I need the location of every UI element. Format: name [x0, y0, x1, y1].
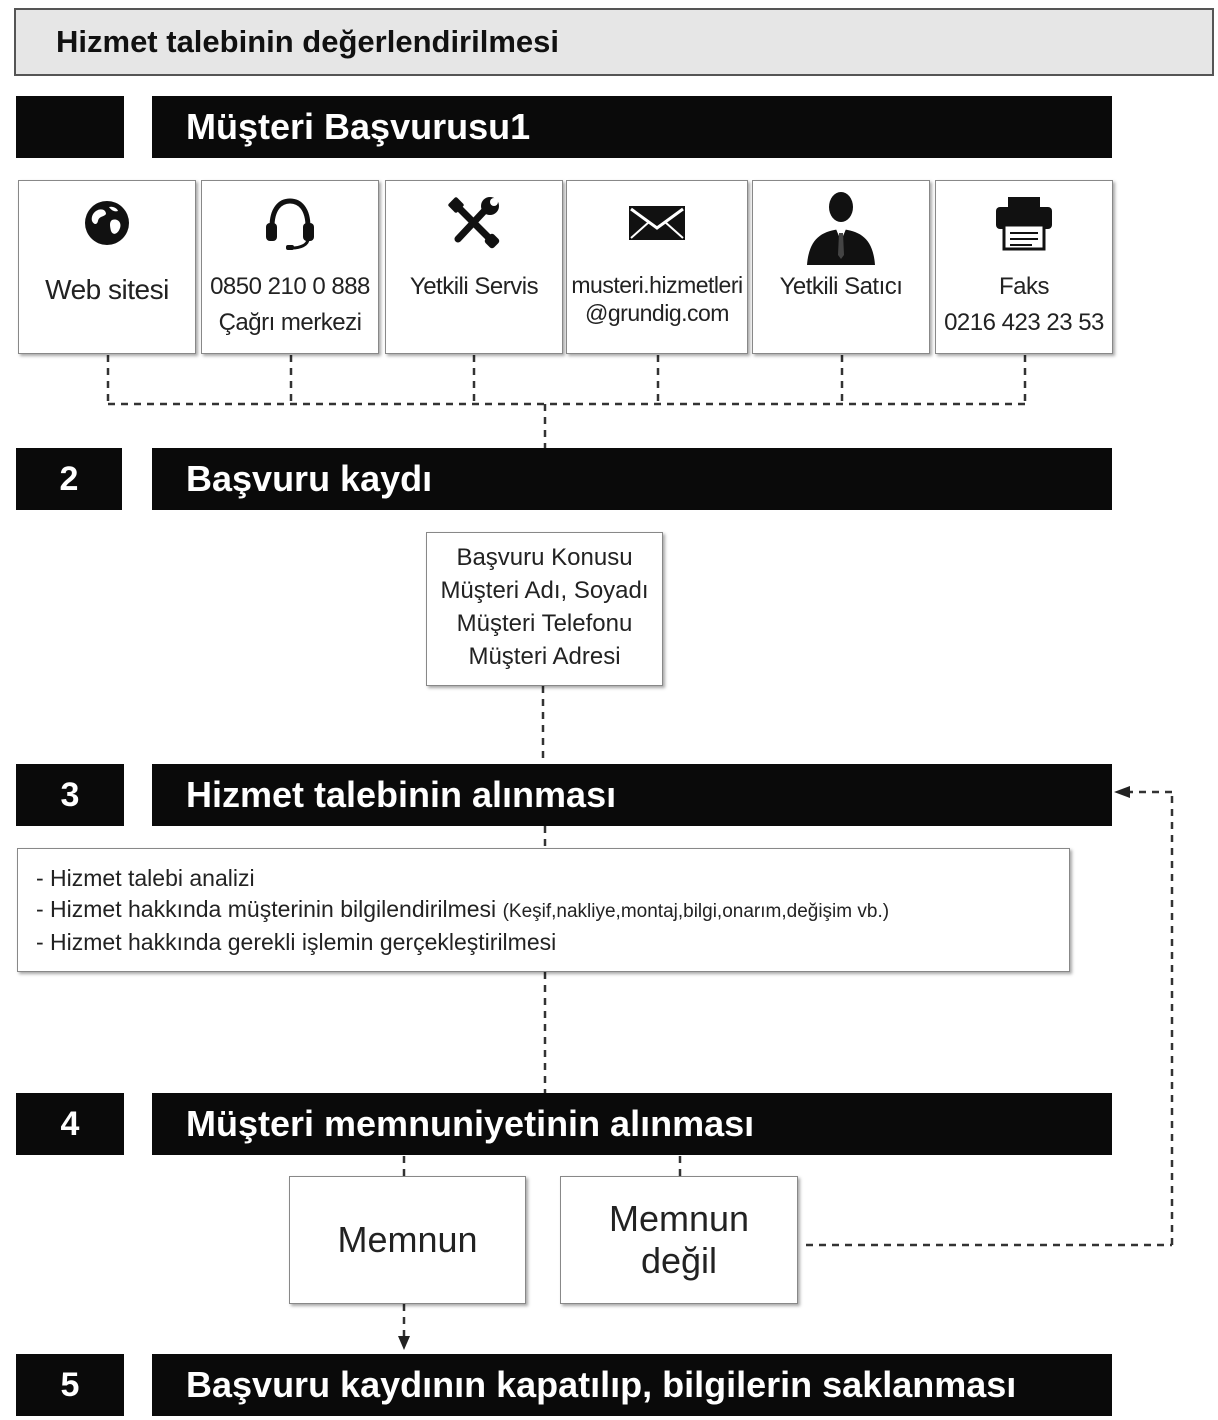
channel-line: 0850 210 0 888: [210, 273, 370, 300]
step-3-number: 3: [16, 764, 124, 826]
channel-call-center: [201, 180, 379, 354]
fax-icon: [936, 191, 1112, 255]
registration-fields-box: [426, 532, 663, 686]
service-task: - Hizmet hakkında müşterinin bilgilendirilmesi (Keşif,nakliye,montaj,bilgi,onarım,değişim vb.): [36, 896, 890, 922]
step-3-title: Hizmet talebinin alınması: [152, 764, 1112, 826]
channel-line: musteri.hizmetleri: [571, 272, 743, 298]
page-title: Hizmet talebinin değerlendirilmesi: [56, 24, 560, 59]
channel-line: Yetkili Satıcı: [779, 273, 903, 300]
outcome-label: Memnun: [608, 1198, 750, 1239]
registration-field: Müşteri Adı, Soyadı: [440, 577, 649, 604]
outcome-label: değil: [640, 1240, 718, 1281]
channel-line: @grundig.com: [585, 300, 729, 326]
channel-email: [566, 180, 748, 354]
channel-authorized-dealer: [752, 180, 930, 354]
arrowhead-down: [398, 1336, 410, 1350]
outcome-not-satisfied: [560, 1176, 798, 1304]
channel-line: Web sitesi: [45, 274, 169, 305]
service-task: - Hizmet hakkında gerekli işlemin gerçekleştirilmesi: [36, 929, 557, 955]
channel-line: Faks: [998, 273, 1049, 300]
arrowhead-left: [1114, 786, 1130, 798]
step-2-title: Başvuru kaydı: [152, 448, 1112, 510]
step-1-title: Müşteri Başvurusu1: [152, 96, 1112, 158]
channel-line: Çağrı merkezi: [218, 309, 362, 336]
step-4-number: 4: [16, 1093, 124, 1155]
channel-line: 0216 423 23 53: [944, 309, 1104, 336]
service-tasks-box: [17, 848, 1070, 972]
channel-fax: [935, 180, 1113, 354]
headset-icon: [202, 191, 378, 255]
step-1-number: [16, 96, 124, 158]
service-task: - Hizmet talebi analizi: [36, 865, 255, 891]
outcome-satisfied: [289, 1176, 526, 1304]
businessman-icon: [753, 189, 929, 265]
step-4-title: Müşteri memnuniyetinin alınması: [152, 1093, 1112, 1155]
service-task-note: (Keşif,nakliye,montaj,bilgi,onarım,değişim vb.): [502, 901, 890, 922]
registration-field: Müşteri Adresi: [468, 643, 621, 670]
step-5-title: Başvuru kaydının kapatılıp, bilgilerin saklanması: [152, 1354, 1112, 1416]
tools-icon: [386, 191, 562, 255]
globe-icon: [19, 191, 195, 255]
registration-field: Müşteri Telefonu: [456, 610, 633, 637]
channel-line: Yetkili Servis: [409, 273, 539, 300]
page-header: [14, 8, 1214, 76]
envelope-icon: [567, 191, 747, 255]
registration-field: Başvuru Konusu: [456, 544, 633, 571]
step-2-number: 2: [16, 448, 122, 510]
channel-authorized-service: [385, 180, 563, 354]
channel-web-site: [18, 180, 196, 354]
step-5-number: 5: [16, 1354, 124, 1416]
outcome-label: Memnun: [337, 1219, 478, 1260]
